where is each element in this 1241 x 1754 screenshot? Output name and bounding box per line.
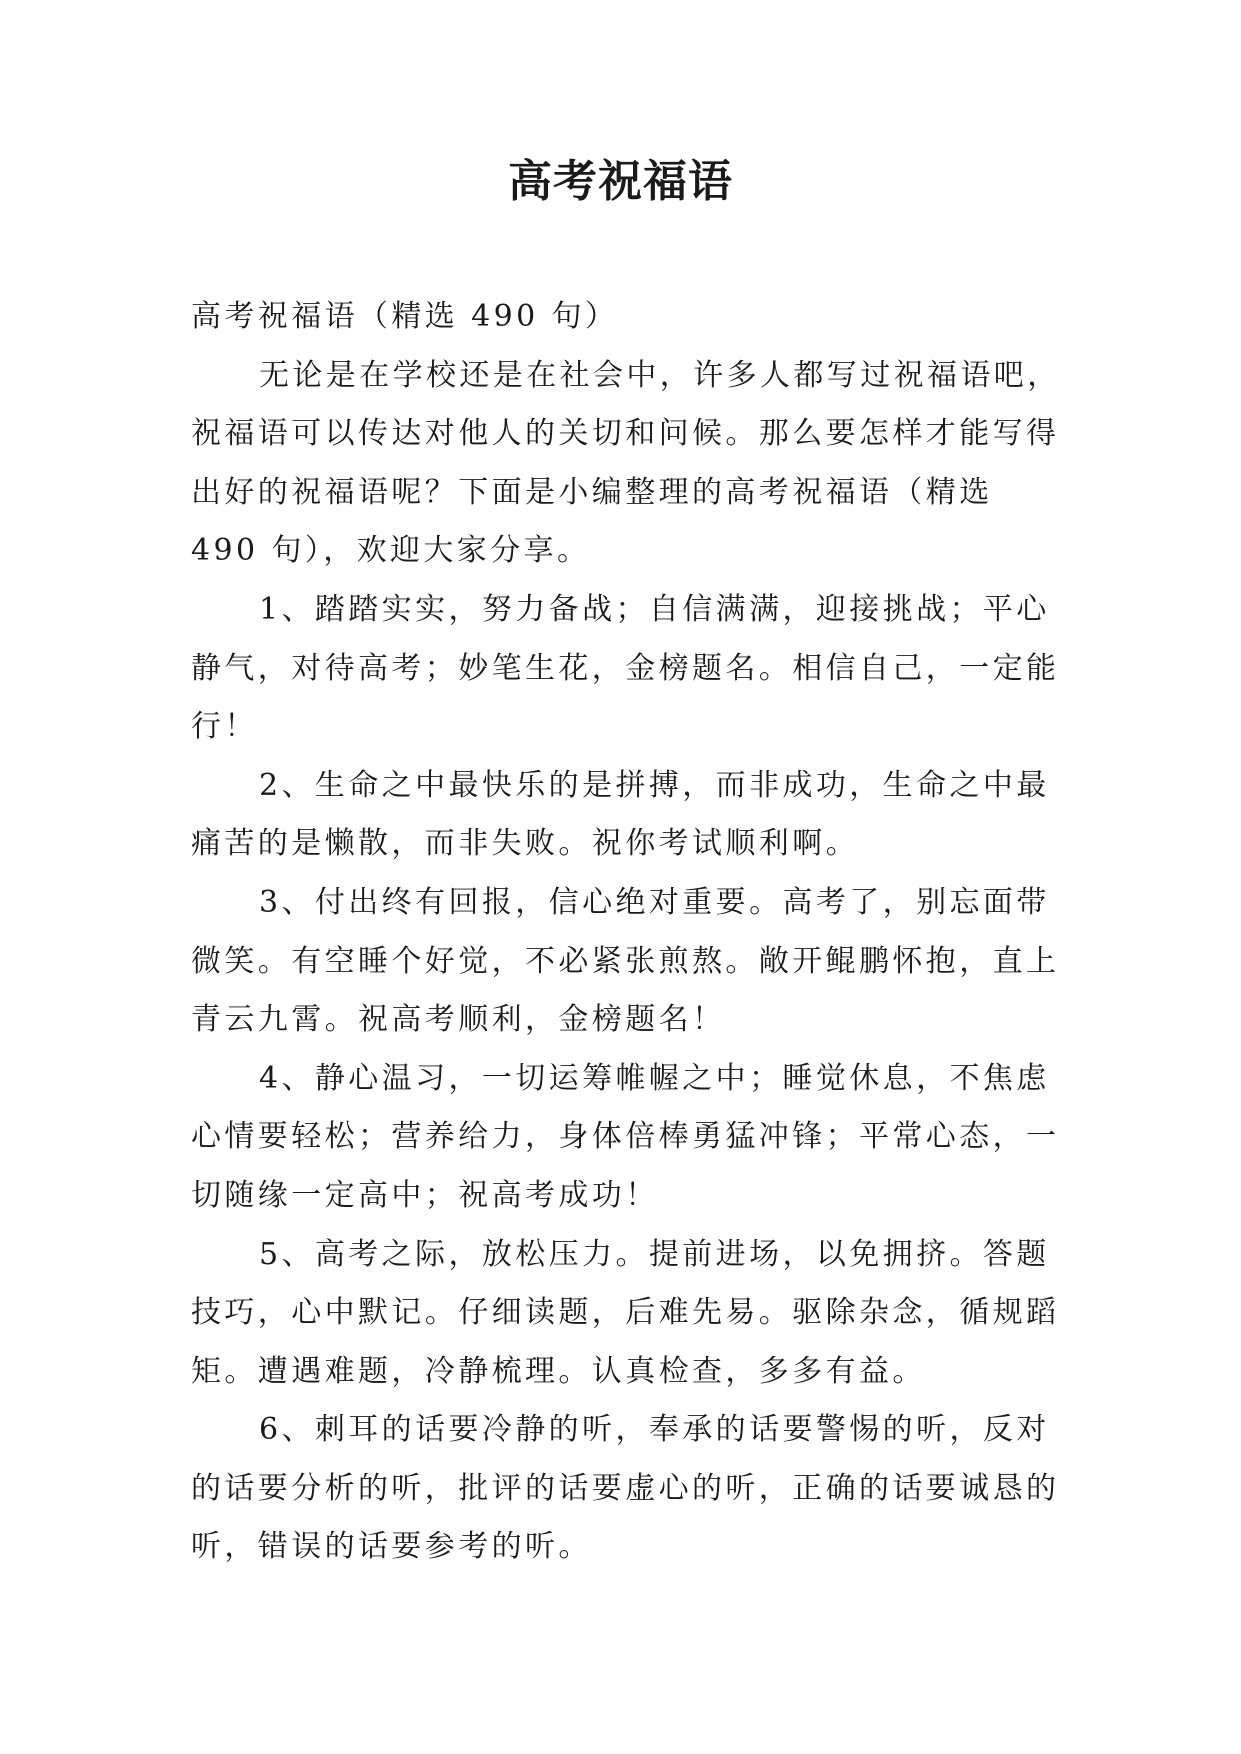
page-title: 高考祝福语 — [508, 156, 733, 207]
list-item: 2、生命之中最快乐的是拼搏，而非成功，生命之中最痛苦的是懒散，而非失败。祝你考试顺利啊。 — [191, 767, 1050, 862]
list-item: 6、刺耳的话要冷静的听，奉承的话要警惕的听，反对的话要分析的听，批评的话要虚心的听，正确的话要诚恳的听，错误的话要参考的听。 — [191, 1412, 1060, 1565]
document-subtitle: 高考祝福语（精选 490 句） — [191, 299, 619, 334]
intro-paragraph: 无论是在学校还是在社会中，许多人都写过祝福语吧，祝福语可以传达对他人的关切和问候。那么要怎样才能写得出好的祝福语呢？下面是小编整理的高考祝福语（精选 490 句），欢迎大家分享。 — [191, 357, 1061, 569]
list-item: 3、付出终有回报，信心绝对重要。高考了，别忘面带微笑。有空睡个好觉，不必紧张煎熬。敞开鲲鹏怀抱，直上青云九霄。祝高考顺利，金榜题名！ — [191, 884, 1060, 1038]
list-item: 4、静心温习，一切运筹帷幄之中；睡觉休息，不焦虑心情要轻松；营养给力，身体倍棒勇猛冲锋；平常心态，一切随缘一定高中；祝高考成功！ — [191, 1060, 1060, 1213]
list-item: 5、高考之际，放松压力。提前进场，以免拥挤。答题技巧，心中默记。仔细读题，后难先易。驱除杂念，循规蹈矩。遭遇难题，冷静梳理。认真检查，多多有益。 — [191, 1236, 1060, 1389]
document-body — [191, 288, 1061, 1577]
list-item: 1、踏踏实实，努力备战；自信满满，迎接挑战；平心静气，对待高考；妙笔生花，金榜题名。相信自己，一定能行！ — [191, 591, 1060, 745]
